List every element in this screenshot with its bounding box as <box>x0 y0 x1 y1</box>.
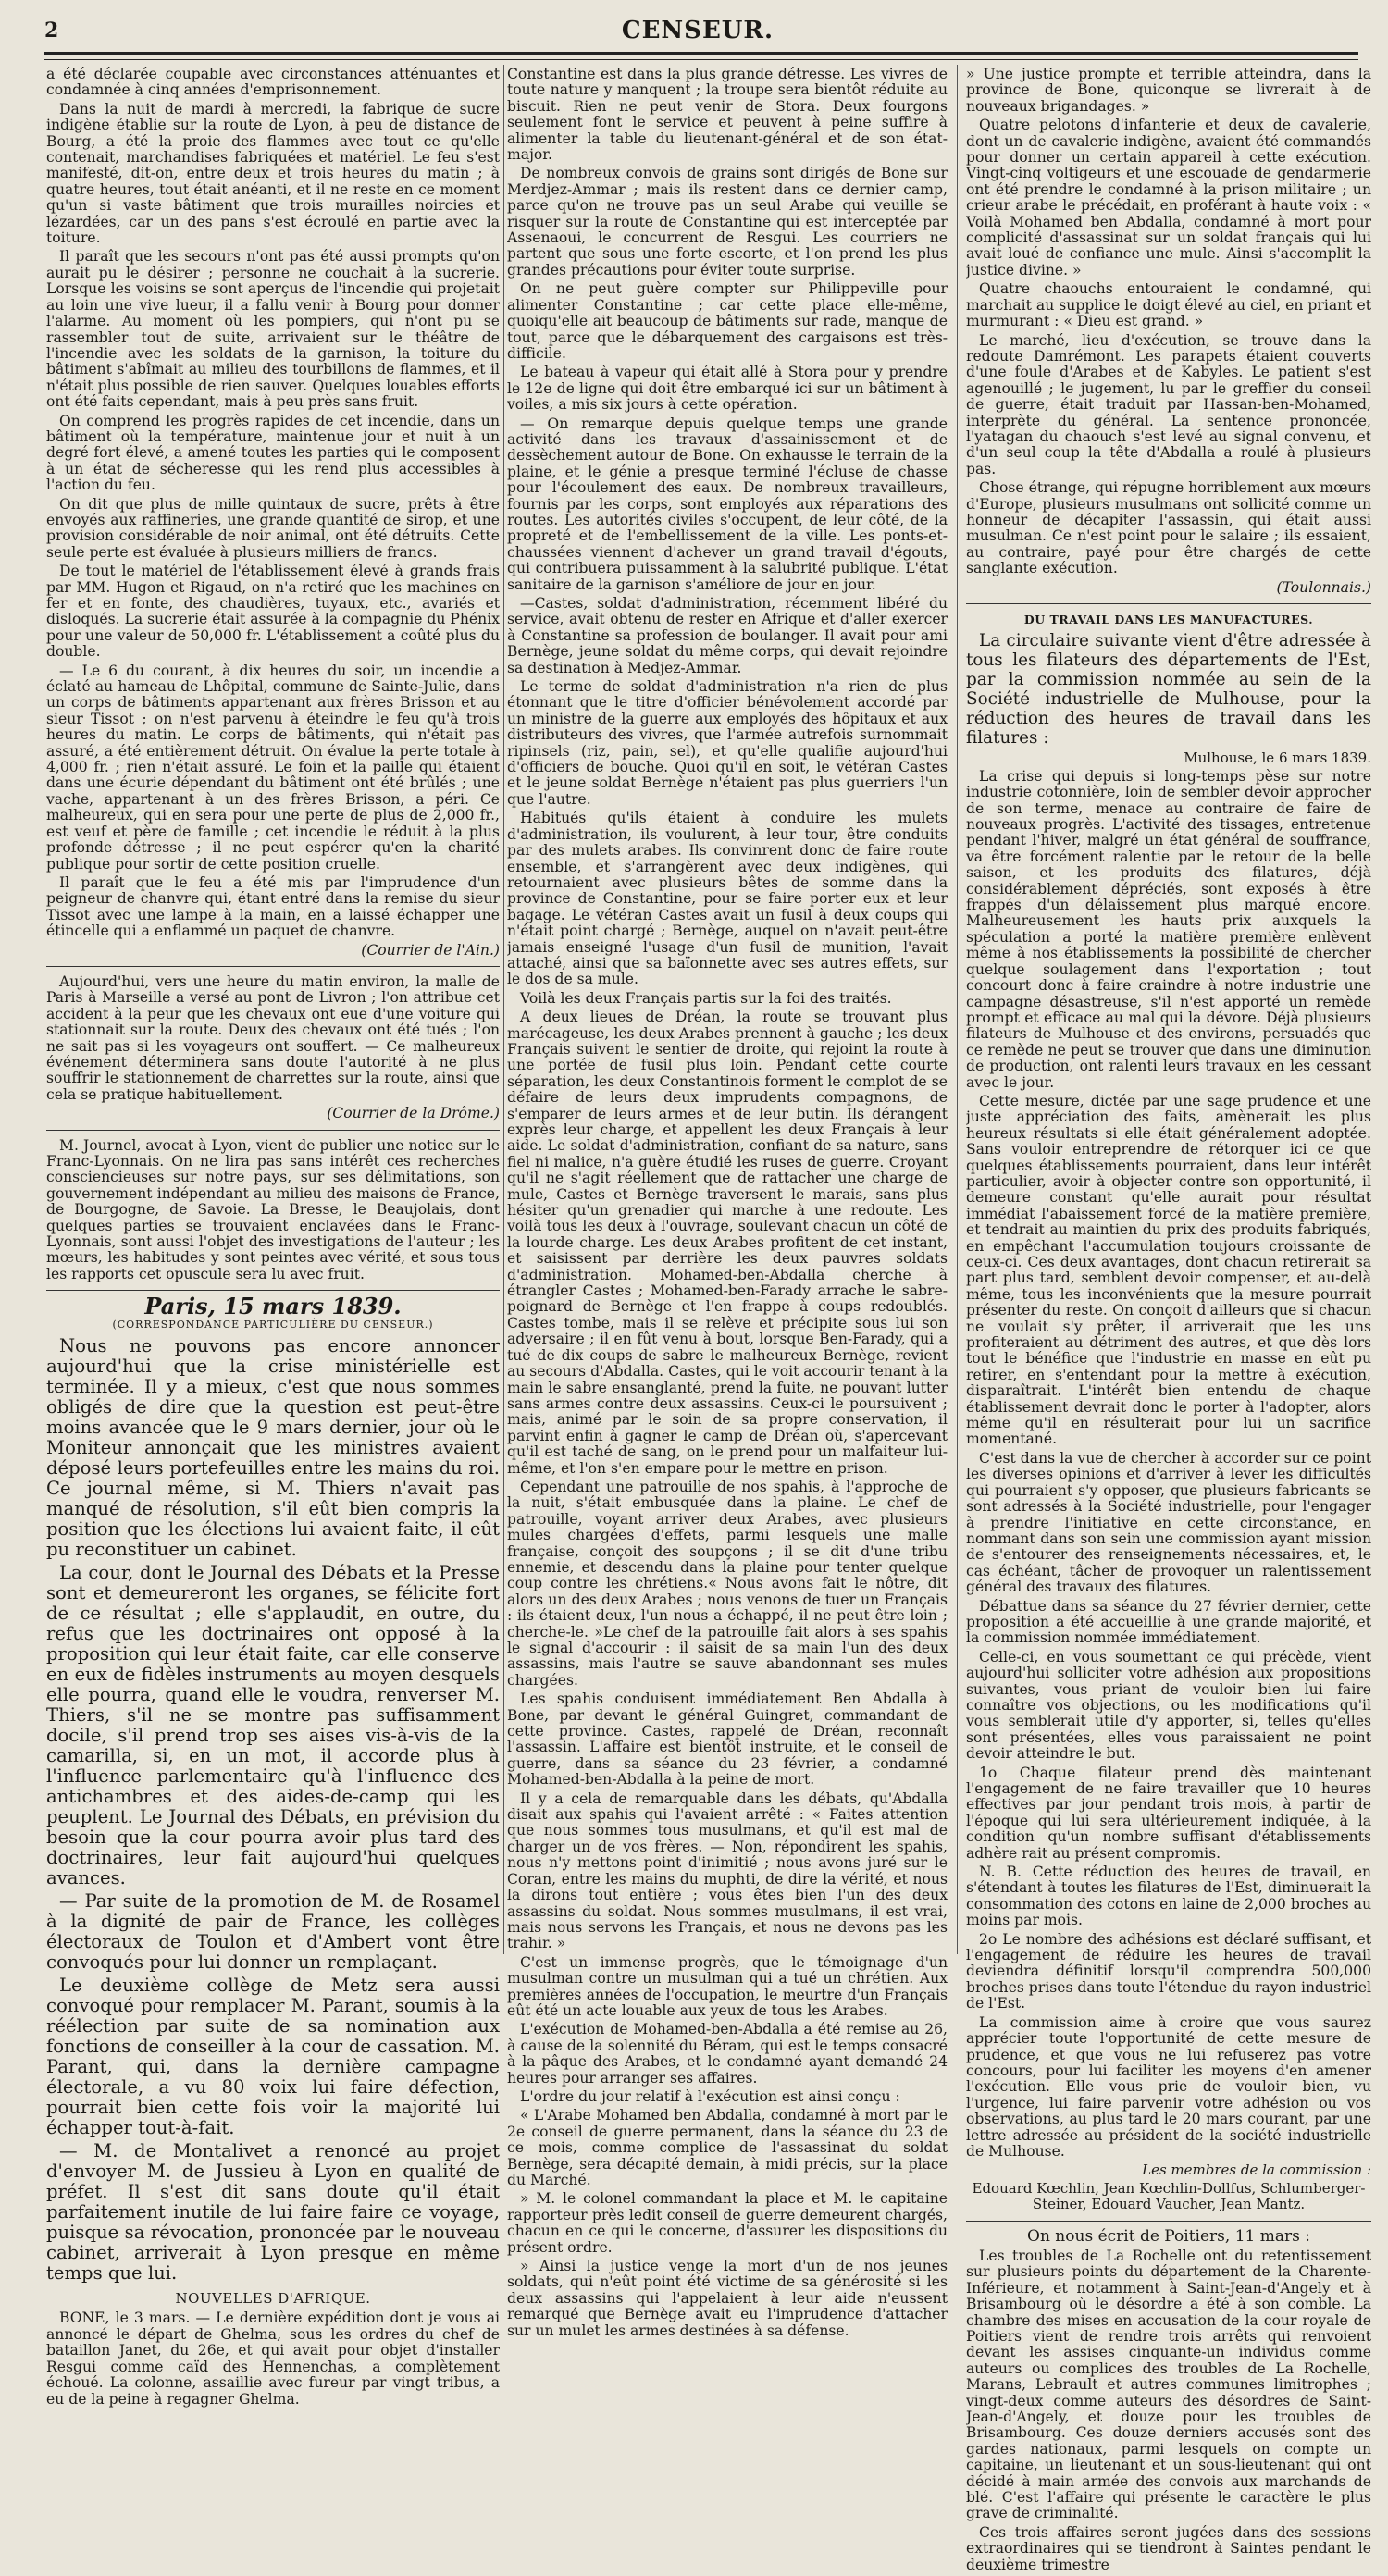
paragraph: Habitués qu'ils étaient à conduire les mulets d'administration, ils voulurent, à leur tour, être conduits par des mulets arabes. Ils convinrent donc de faire route ensemble, et s'arrangèrent avec deux indigènes, qui retournaient avec plusieurs bêtes de somme dans la province de Constantine, pour se faire porter eux et leur bagage. Le vétéran Castes avait un fusil à deux coups qui n'était point chargé ; Bernège, auquel on n'avait peut-être jamais enseigné l'usage d'un fusil de munition, l'avait attaché, ainsi que sa baïonnette avec ses autres effets, sur le dos de sa mule. <box>507 810 948 988</box>
column-1 <box>46 67 500 2410</box>
source-citation: (Courrier de la Drôme.) <box>327 1106 500 1122</box>
paragraph: C'est un immense progrès, que le témoignage d'un musulman contre un musulman qui a tué un chrétien. Aux premières années de l'occupation, le meurtre d'un Français eût été un acte louable aux yeux de tous les Arabes. <box>507 1953 948 2019</box>
column-divider <box>503 65 504 1954</box>
paragraph: La crise qui depuis si long-temps pèse sur notre industrie cotonnière, loin de sembler devoir approcher de son terme, menace au contraire de faire de nouveaux progrès. L'activité des tissages, entretenue pendant l'hiver, malgré un état général de souffrance, va être forcément ralentie par le retour de la belle saison, et les produits des filatures, déjà considérablement dépréciés, sont exposés à être frappés d'un délaissement plus marqué encore. Malheureusement les hauts prix auxquels la spéculation a porté la matière première enlèvent même à nos établissements la possibilité de chercher quelque soulagement dans l'exportation ; tout concourt donc à faire craindre à notre industrie une campagne désastreuse, s'il n'est apporté un remède prompt et efficace au mal qui la dévore. Déjà plusieurs filateurs de Mulhouse et des environs, persuadés que ce remède ne peut se trouver que dans une diminution de production, ont ralenti leurs travaux en les cessant avec le jour. <box>966 767 1371 1091</box>
paragraph: Le deuxième collège de Metz sera aussi convoqué pour remplacer M. Parant, soumis à la réélection par suite de sa nomination aux fonctions de conseiller à la cour de cassation. M. Parant, qui, dans la dernière campagne électorale, a vu 80 voix lui faire défection, pourrait bien cette fois voir la majorité lui échapper tout-à-fait. <box>46 1975 500 2139</box>
source-citation: (Toulonnais.) <box>1276 579 1371 596</box>
paragraph: —Castes, soldat d'administration, récemment libéré du service, avait obtenu de rester en Afrique et d'aller exercer à Constantine sa profession de boulanger. Il avait pour ami Bernège, jeune soldat du même corps, qui devait rejoindre sa destination à Medjez-Ammar. <box>507 595 948 676</box>
paragraph: On ne peut guère compter sur Philippeville pour alimenter Constantine ; car cette place elle-même, quoiqu'elle ait beaucoup de bâtiments sur rade, manque de tout, parce que le débarquement des cargaisons est très-difficile. <box>507 280 948 362</box>
paragraph: Le bateau à vapeur qui était allé à Stora pour y prendre le 12e de ligne qui doit être embarqué ici sur un bâtiment à voiles, a mis six jours à cette opération. <box>507 364 948 414</box>
poitiers-heading: On nous écrit de Poitiers, 11 mars : <box>1027 2226 1310 2246</box>
paragraph: 2o Le nombre des adhésions est déclaré suffisant, et l'engagement de réduire les heures de travail deviendra définitif lorsqu'il comprendra 500,000 broches prises dans toute l'étendue du rayon industriel de l'Est. <box>966 1930 1371 2012</box>
paragraph: Débattue dans sa séance du 27 février dernier, cette proposition a été accueillie à une grande majorité, et la commission nommée immédiatement. <box>966 1597 1371 1647</box>
column-2 <box>507 67 948 2342</box>
correspondence-subhead: (CORRESPONDANCE PARTICULIÈRE DU CENSEUR.) <box>112 1318 434 1331</box>
column-3 <box>966 67 1371 2576</box>
column-divider <box>957 65 958 1954</box>
paragraph: Voilà les deux Français partis sur la foi des traités. <box>520 989 892 1007</box>
paragraph: M. Journel, avocat à Lyon, vient de publier une notice sur le Franc-Lyonnais. On ne lira pas sans intérêt ces recherches consciencieuses sur notre pays, sur ses délimitations, son gouvernement indépendant au milieu des maisons de France, de Bourgogne, de Savoie. La Bresse, le Beaujolais, dont quelques parties se trouvaient enclavées dans le Franc-Lyonnais, sont aussi l'objet des investigations de l'auteur ; les mœurs, les habitudes y sont peintes avec vérité, et sous tous les rapports cet opuscule sera lu avec fruit. <box>46 1136 500 1282</box>
masthead-rule <box>44 52 1358 60</box>
letter-date: Mulhouse, le 6 mars 1839. <box>1184 749 1371 767</box>
commission-signature-label: Les membres de la commission : <box>1142 2161 1371 2179</box>
paragraph: Ces trois affaires seront jugées dans des sessions extraordinaires qui se tiendront à Saintes pendant le deuxième trimestre <box>966 2523 1371 2573</box>
separator <box>966 2221 1371 2222</box>
dateline-heading: Paris, 15 mars 1839. <box>144 1293 402 1320</box>
paragraph: L'ordre du jour relatif à l'exécution est ainsi conçu : <box>520 2087 900 2105</box>
page-number: 2 <box>44 19 59 43</box>
paragraph: Celle-ci, en vous soumettant ce qui précède, vient aujourd'hui solliciter votre adhésion aux propositions suivantes, vous priant de vouloir bien lui faire connaître vos objections, ou les modifications qu'il vous semblerait utile d'y apporter, si, telles qu'elles sont présentées, elles vous paraissaient ne point devoir atteindre le but. <box>966 1648 1371 1763</box>
paragraph: — M. de Montalivet a renoncé au projet d'envoyer M. de Jussieu à Lyon en qualité de préfet. Il s'est dit sans doute qu'il était parfaitement inutile de lui faire faire ce voyage, puisque sa révocation, prononcée par le nouveau cabinet, arriverait à Lyon presque en même temps que lui. <box>46 2140 500 2285</box>
separator <box>46 1290 500 1291</box>
paragraph: Nous ne pouvons pas encore annoncer aujourd'hui que la crise ministérielle est terminée. Il y a mieux, c'est que nous sommes obligés de dire que la question est peut-être moins avancée que le 9 mars dernier, jour où le Moniteur annonçait que les ministres avaient déposé leurs portefeuilles entre les mains du roi. Ce journal même, si M. Thiers n'avait pas manqué de résolution, s'il eût bien compris la position que les élections lui avaient faite, il eût pu reconstituer un cabinet. <box>46 1335 500 1561</box>
paragraph: « L'Arabe Mohamed ben Abdalla, condamné à mort par le 2e conseil de guerre permanent, dans la séance du 23 de ce mois, comme complice de l'assassinat du soldat Bernège, sera décapité demain, à midi précis, sur la place du Marché. <box>507 2107 948 2188</box>
paragraph: » Une justice prompte et terrible atteindra, dans la province de Bone, quiconque se livrerait à de nouveaux brigandages. » <box>966 67 1371 115</box>
commission-signatures: Edouard Kœchlin, Jean Kœchlin-Dollfus, Schlumberger-Steiner, Edouard Vaucher, Jean Mantz. <box>972 2179 1366 2213</box>
separator <box>46 966 500 967</box>
paragraph: C'est dans la vue de chercher à accorder sur ce point les diverses opinions et d'arriver à lever les difficultés qui pourraient s'y opposer, que plusieurs fabricants se sont adressés à la Société industrielle, pour l'engager à prendre l'initiative en cette circonstance, en nommant dans son sein une commission ayant mission de s'entourer des renseignements nécessaires, et, le cas échéant, tâcher de provoquer un ralentissement général des travaux des filatures. <box>966 1449 1371 1596</box>
paragraph: Aujourd'hui, vers une heure du matin environ, la malle de Paris à Marseille a versé au pont de Livron ; l'on attribue cet accident à la peur que les chevaux ont eue d'une voiture qui stationnait sur la route. Deux des chevaux ont été tués ; l'on ne sait pas si les voyageurs ont souffert. — Ce malheureux événement déterminera sans doute l'autorité à ne plus souffrir le stationnement de charrettes sur la route, ainsi que cela se pratique habituellement. <box>46 972 500 1103</box>
paragraph: 1o Chaque filateur prend dès maintenant l'engagement de ne faire travailler que 10 heures effectives par jour pendant trois mois, à partir de l'époque qui lui sera ultérieurement indiquée, à la condition qu'un nombre suffisant d'établissements adhère rait au présent compromis. <box>966 1764 1371 1862</box>
paragraph: Il paraît que les secours n'ont pas été aussi prompts qu'on aurait pu le désirer ; personne ne couchait à la sucrerie. Lorsque les voisins se sont aperçus de l'incendie qui projetait au loin une vive lueur, il a fallu venir à Bourg pour donner l'alarme. Au moment où les pompiers, qui n'ont pu se rassembler tout de suite, arrivaient sur le théâtre de l'incendie avec les soldats de la garnison, la toiture du bâtiment s'abîmait au milieu des tourbillons de flammes, et il n'était plus possible de rien sauver. Quelques louables efforts ont été faits cependant, mais à peu près sans fruit. <box>46 248 500 411</box>
paragraph: — Par suite de la promotion de M. de Rosamel à la dignité de pair de France, les collèges électoraux de Toulon et d'Ambert vont être convoqués pour lui donner un remplaçant. <box>46 1890 500 1974</box>
separator <box>966 603 1371 604</box>
paragraph: Quatre chaouchs entouraient le condamné, qui marchait au supplice le doigt élevé au ciel, en priant et murmurant : « Dieu est grand. » <box>966 280 1371 330</box>
paragraph: — On remarque depuis quelque temps une grande activité dans les travaux d'assainissement et de dessèchement autour de Bone. On exhausse le terrain de la plaine, et le génie a presque terminé l'écluse de chasse pour l'écoulement des eaux. De nombreux travailleurs, fournis par les corps, sont employés aux réparations des routes. Les autorités civiles s'occupent, de leur côté, de la propreté et de l'embellissement de la ville. Les ponts-et-chaussées viennent d'achever un grand travail d'égouts, qui contribuera puissamment à la salubrité publique. L'état sanitaire de la garnison s'améliore de jour en jour. <box>507 415 948 593</box>
paragraph: Le marché, lieu d'exécution, se trouve dans la redoute Damrémont. Les parapets étaient couverts d'une foule d'Arabes et de Kabyles. Le patient s'est agenouillé ; le jugement, lu par le greffier du conseil de guerre, était traduit par Hassan-ben-Mohamed, interprète du général. La sentence prononcée, l'yatagan du chaouch s'est levé au signal convenu, et d'un seul coup la tête d'Abdalla a roulé à plusieurs pas. <box>966 331 1371 477</box>
paragraph: — Le 6 du courant, à dix heures du soir, un incendie a éclaté au hameau de Lhôpital, commune de Sainte-Julie, dans un corps de bâtiments appartenant aux frères Brisson et au sieur Tissot ; on n'est parvenu à éteindre le feu qu'à trois heures du matin. Le corps de bâtiments, qui n'était pas assuré, a été entièrement détruit. On évalue la perte totale à 4,000 fr. ; rien n'était assuré. Le foin et la paille qui étaient dans une écurie dépendant du bâtiment ont été brûlés ; une vache, appartenant à un des frères Brisson, a péri. Ce malheureux, qui en sera pour une perte de plus de 2,000 fr., est veuf et père de famille ; cet incendie le réduit à la plus profonde détresse ; il ne peut espérer qu'en la charité publique pour sortir de cette position cruelle. <box>46 662 500 873</box>
paragraph: Quatre pelotons d'infanterie et deux de cavalerie, dont un de cavalerie indigène, avaient été commandés pour donner un certain appareil à cette exécution. Vingt-cinq voltigeurs et une escouade de gendarmerie ont été prendre le condamné à la prison militaire ; un crieur arabe le précédait, en proférant à haute voix : « Voilà Mohamed ben Abdalla, condamné à mort pour complicité d'assassinat sur un soldat français qui lui avait loué de confiance une mule. Ainsi s'accomplit la justice divine. » <box>966 117 1371 279</box>
paragraph: La commission aime à croire que vous saurez apprécier toute l'opportunité de cette mesure de prudence, et que vous ne lui refuserez pas votre concours, pour lui faciliter les moyens d'en amener l'exécution. Elle vous prie de vouloir bien, vu l'urgence, lui faire parvenir votre adhésion ou vos observations, au plus tard le 20 mars courant, par une lettre adressée au président de la société industrielle de Mulhouse. <box>966 2013 1371 2160</box>
paragraph: On comprend les progrès rapides de cet incendie, dans un bâtiment où la température, maintenue jour et nuit à un degré fort élevé, a amené toutes les parties qui le composent à un état de sécheresse qui les rend plus accessibles à l'action du feu. <box>46 412 500 494</box>
paragraph: » Ainsi la justice venge la mort d'un de nos jeunes soldats, qui n'eût point été victime de sa générosité si les deux assassins qui l'appelaient à leur aide n'eussent remarqué que Bernège avait eu l'imprudence d'attacher sur un mulet les armes destinées à sa défense. <box>507 2258 948 2339</box>
paragraph: Cette mesure, dictée par une sage prudence et une juste appréciation des faits, amènerait les plus heureux résultats si elle était généralement adoptée. Sans vouloir entreprendre de rétorquer ici ce que quelques établissements pourraient, dans leur intérêt particulier, avoir à objecter contre son opportunité, il demeure constant qu'elle aurait pour résultat immédiat l'abaissement forcé de la matière première, et tendrait au maintien du prix des produits fabriqués, en empêchant l'accumulation toujours croissante de ceux-ci. Ces deux avantages, dont chacun retirerait sa part plus tard, semblent devoir compenser, et au-delà même, tous les inconvénients que la mesure pourrait présenter du reste. On conçoit d'ailleurs que si chacun ne voulait s'y prêter, il arriverait que les uns profiteraient au détriment des autres, et que dès lors tout le bénéfice que l'industrie en masse en eût pu retirer, en s'entendant pour la mettre à exécution, disparaîtrait. L'intérêt bien entendu de chaque établissement devrait donc le porter à l'adopter, alors même qu'il en résulterait pour lui un sacrifice momentané. <box>966 1092 1371 1448</box>
paragraph: Chose étrange, qui répugne horriblement aux mœurs d'Europe, plusieurs musulmans ont sollicité comme un honneur de décapiter l'assassin, qui était aussi musulman. Ce n'est point pour le salaire ; ils essaient, au contraire, payé pour être chargés de cette sanglante exécution. <box>966 479 1371 577</box>
paragraph: Dans la nuit de mardi à mercredi, la fabrique de sucre indigène établie sur la route de Lyon, à peu de distance de Bourg, a été la proie des flammes avec tout ce qu'elle contenait, marchandises fabriquées et matériel. Le feu s'est manifesté, dit-on, entre deux et trois heures du matin ; à quatre heures, tout était anéanti, et il ne reste en ce moment qu'un si vaste bâtiment que trois murailles noircies et lézardées, car un des pans s'est écroulé en partie avec la toiture. <box>46 100 500 247</box>
paragraph: BONE, le 3 mars. — Le dernière expédition dont je vous ai annoncé le départ de Ghelma, sous les ordres du chef de bataillon Janet, du 26e, et qui avait pour objet d'installer Resgui comme caïd des Hennenchas, a complètement échoué. La colonne, assaillie avec fureur par vingt tribus, a eu de la peine à regagner Ghelma. <box>46 2310 500 2408</box>
section-heading: DU TRAVAIL DANS LES MANUFACTURES. <box>1023 613 1314 626</box>
paragraph: Il y a cela de remarquable dans les débats, qu'Abdalla disait aux spahis qui l'avaient arrêté : « Faites attention que nous sommes tous musulmans, et qu'il est mal de charger un de vos frères. — Non, répondirent les spahis, nous n'y mettons point d'inimitié ; nous avons juré sur le Coran, entre les mains du muphti, de dire la vérité, et nous la dirons tout entière ; vous êtes bien l'un des deux assassins du soldat. Nous sommes musulmans, il est vrai, mais nous servons les Français, et nous ne devons pas les trahir. » <box>507 1790 948 1952</box>
paragraph: La circulaire suivante vient d'être adressée à tous les filateurs des départements de l'Est, par la commission nommée au sein de la Société industrielle de Mulhouse, pour la réduction des heures de travail dans les filatures : <box>966 631 1371 749</box>
paragraph: On dit que plus de mille quintaux de sucre, prêts à être envoyés aux raffineries, une grande quantité de sirop, et une provision considérable de noir animal, ont été détruits. Cette seule perte est évaluée à plusieurs milliers de francs. <box>46 495 500 561</box>
paragraph: Il paraît que le feu a été mis par l'imprudence d'un peigneur de chanvre qui, étant entré dans la remise du sieur Tissot avec une lampe à la main, en a laissé échapper une étincelle qui a enflammé un paquet de chanvre. <box>46 873 500 940</box>
section-heading: NOUVELLES D'AFRIQUE. <box>175 2290 371 2308</box>
paragraph: Le terme de soldat d'administration n'a rien de plus étonnant que le titre d'officier bénévolement accordé par un ministre de la guerre aux employés des hôpitaux et aux distributeurs des vivres, que l'armée autrefois surnommait ripinsels (riz, pain, sel), et qu'elle qualifie aujourd'hui d'officiers de bouche. Quoi qu'il en soit, le vétéran Castes et le jeune soldat Bernège n'étaient pas plus guerriers l'un que l'autre. <box>507 678 948 808</box>
paragraph: N. B. Cette réduction des heures de travail, en s'étendant à toutes les filatures de l'Est, diminuerait la consommation des cotons en laine de 2,000 broches au moins par mois. <box>966 1864 1371 1929</box>
paragraph: a été déclarée coupable avec circonstances atténuantes et condamnée à cinq années d'emprisonnement. <box>46 67 500 99</box>
paragraph: La cour, dont le Journal des Débats et la Presse sont et demeureront les organes, se félicite fort de ce résultat ; elle s'applaudit, en outre, du refus que les doctrinaires ont opposé à la proposition qui leur était faite, car elle conserve en eux de fidèles instruments au moyen desquels elle pourra, quand elle le voudra, renverser M. Thiers, s'il ne se montre pas suffisamment docile, s'il prend trop ses aises vis-à-vis de la camarilla, si, en un mot, il accorde plus à l'influence parlementaire qu'à l'influence des antichambres et des aides-de-camp qui les peuplent. Le Journal des Débats, en prévision du besoin que la cour pourra avoir plus tard des doctrinaires, leur fait aujourd'hui quelques avances. <box>46 1562 500 1889</box>
paragraph: De tout le matériel de l'établissement élevé à grands frais par MM. Hugon et Rigaud, on n'a retiré que les machines en fer et en fonte, des chaudières, tuyaux, etc., avariés et disloqués. La sucrerie était assurée à la compagnie du Phénix pour une valeur de 50,000 fr. L'établissement a coûté plus du double. <box>46 563 500 661</box>
paragraph: Constantine est dans la plus grande détresse. Les vivres de toute nature y manquent ; la troupe sera bientôt réduite au biscuit. Rien ne peut venir de Stora. Deux fourgons seulement font le service et peuvent à peine suffire à alimenter la table du lieutenant-général et de son état-major. <box>507 67 948 164</box>
paragraph: A deux lieues de Dréan, la route se trouvant plus marécageuse, les deux Arabes prennent à gauche ; les deux Français suivent le sentier de droite, qui rejoint la route à une portée de fusil plus loin. Pendant cette courte séparation, les deux Constantinois forment le complot de se défaire de leurs deux imprudents compagnons, de s'emparer de leurs armes et de leur butin. Ils dérangent exprès leur charge, et appellent les deux Français à leur aide. Le soldat d'administration, confiant de sa nature, sans fiel ni malice, n'a guère étudié les ruses de guerre. Croyant qu'il ne s'agit réellement que de rattacher une charge de mule, Castes et Bernège traversent le marais, sans plus hésiter qu'un grenadier qui marche à une redoute. Les voilà tous les deux à l'ouvrage, soulevant chacun un côté de la lourde charge. Les deux Arabes profitent de cet instant, et saisissent par derrière les deux pauvres soldats d'administration. Mohamed-ben-Abdalla cherche à étrangler Castes ; Mohamed-ben-Farady arrache le sabre-poignard de Bernège et l'en frappe à coups redoublés. Castes tombe, mais il se relève et précipite sous lui son adversaire ; il en fût venu à bout, lorsque Ben-Farady, qui a tué de dix coups de sabre le malheureux Bernège, revient au secours d'Abdalla. Castes, qui le voit accourir tenant à la main le sabre ensanglanté, prend la fuite, ne pouvant lutter sans armes contre deux assassins. Ceux-ci le poursuivent ; mais, animé par le soin de sa propre conservation, il parvint enfin à gagner le camp de Dréan où, s'apercevant qu'il est taché de sang, on le prend pour un malfaiteur lui-même, et l'on s'en empare pour le mettre en prison. <box>507 1009 948 1477</box>
paragraph: » M. le colonel commandant la place et M. le capitaine rapporteur près ledit conseil de guerre demeurent chargés, chacun en ce qui le concerne, d'assurer les dispositions du présent ordre. <box>507 2190 948 2256</box>
paragraph: De nombreux convois de grains sont dirigés de Bone sur Merdjez-Ammar ; mais ils restent dans ce dernier camp, parce qu'on ne trouve pas un seul Arabe qui veuille se risquer sur la route de Constantine qui est interceptée par Assenaoui, le concurrent de Resgui. Les courriers ne partent que sous une forte escorte, et l'on prend les plus grandes précautions pour éviter toute surprise. <box>507 165 948 279</box>
paragraph: L'exécution de Mohamed-ben-Abdalla a été remise au 26, à cause de la solennité du Béram, qui est le temps consacré à la pâque des Arabes, et le condamné ayant demandé 24 heures pour arranger ses affaires. <box>507 2021 948 2087</box>
source-citation: (Courrier de l'Ain.) <box>361 942 500 959</box>
separator <box>46 1130 500 1131</box>
paragraph: Cependant une patrouille de nos spahis, à l'approche de la nuit, s'était embusquée dans la plaine. Le chef de patrouille, voyant arriver deux Arabes, avec plusieurs mules chargées d'effets, parmi lesquels une malle française, conçoit des soupçons ; il se dit d'une tribu ennemie, et descendu dans la plaine pour tenter quelque coup contre les chrétiens.« Nous avons fait le nôtre, dit alors un des deux Arabes ; nous venons de tuer un Français : ils étaient deux, l'un nous a échappé, il ne peut être loin ; cherche-le. »Le chef de la patrouille fait alors à ses spahis le signal d'accourir : il saisit de sa main l'un des deux assassins, mais l'autre se sauve abandonnant ses mules chargées. <box>507 1478 948 1689</box>
paragraph: Les spahis conduisent immédiatement Ben Abdalla à Bone, par devant le général Guingret, commandant de cette province. Castes, rappelé de Dréan, reconnaît l'assassin. L'affaire est bientôt instruite, et le conseil de guerre, dans sa séance du 23 février, a condamné Mohamed-ben-Abdalla à la peine de mort. <box>507 1690 948 1789</box>
newspaper-title: CENSEUR. <box>621 17 775 44</box>
masthead <box>44 13 1351 54</box>
paragraph: Les troubles de La Rochelle ont du retentissement sur plusieurs points du département de la Charente-Inférieure, et notamment à Saint-Jean-d'Angely et à Brisambourg où le désordre a été à son comble. La chambre des mises en accusation de la cour royale de Poitiers vient de rendre trois arrêts qui renvoient devant les assises cinquante-un individus comme auteurs ou complices des troubles de La Rochelle, Marans, Lebrault et autres communes limitrophes ; vingt-deux comme auteurs des désordres de Saint-Jean-d'Angely, et douze pour les troubles de Brisambourg. Ces douze derniers accusés sont des gardes nationaux, parmi lesquels on compte un capitaine, un lieutenant et un sous-lieutenant qui ont décidé à main armée des convois aux marchands de blé. C'est l'affaire qui présente le caractère le plus grave de criminalité. <box>966 2247 1371 2522</box>
